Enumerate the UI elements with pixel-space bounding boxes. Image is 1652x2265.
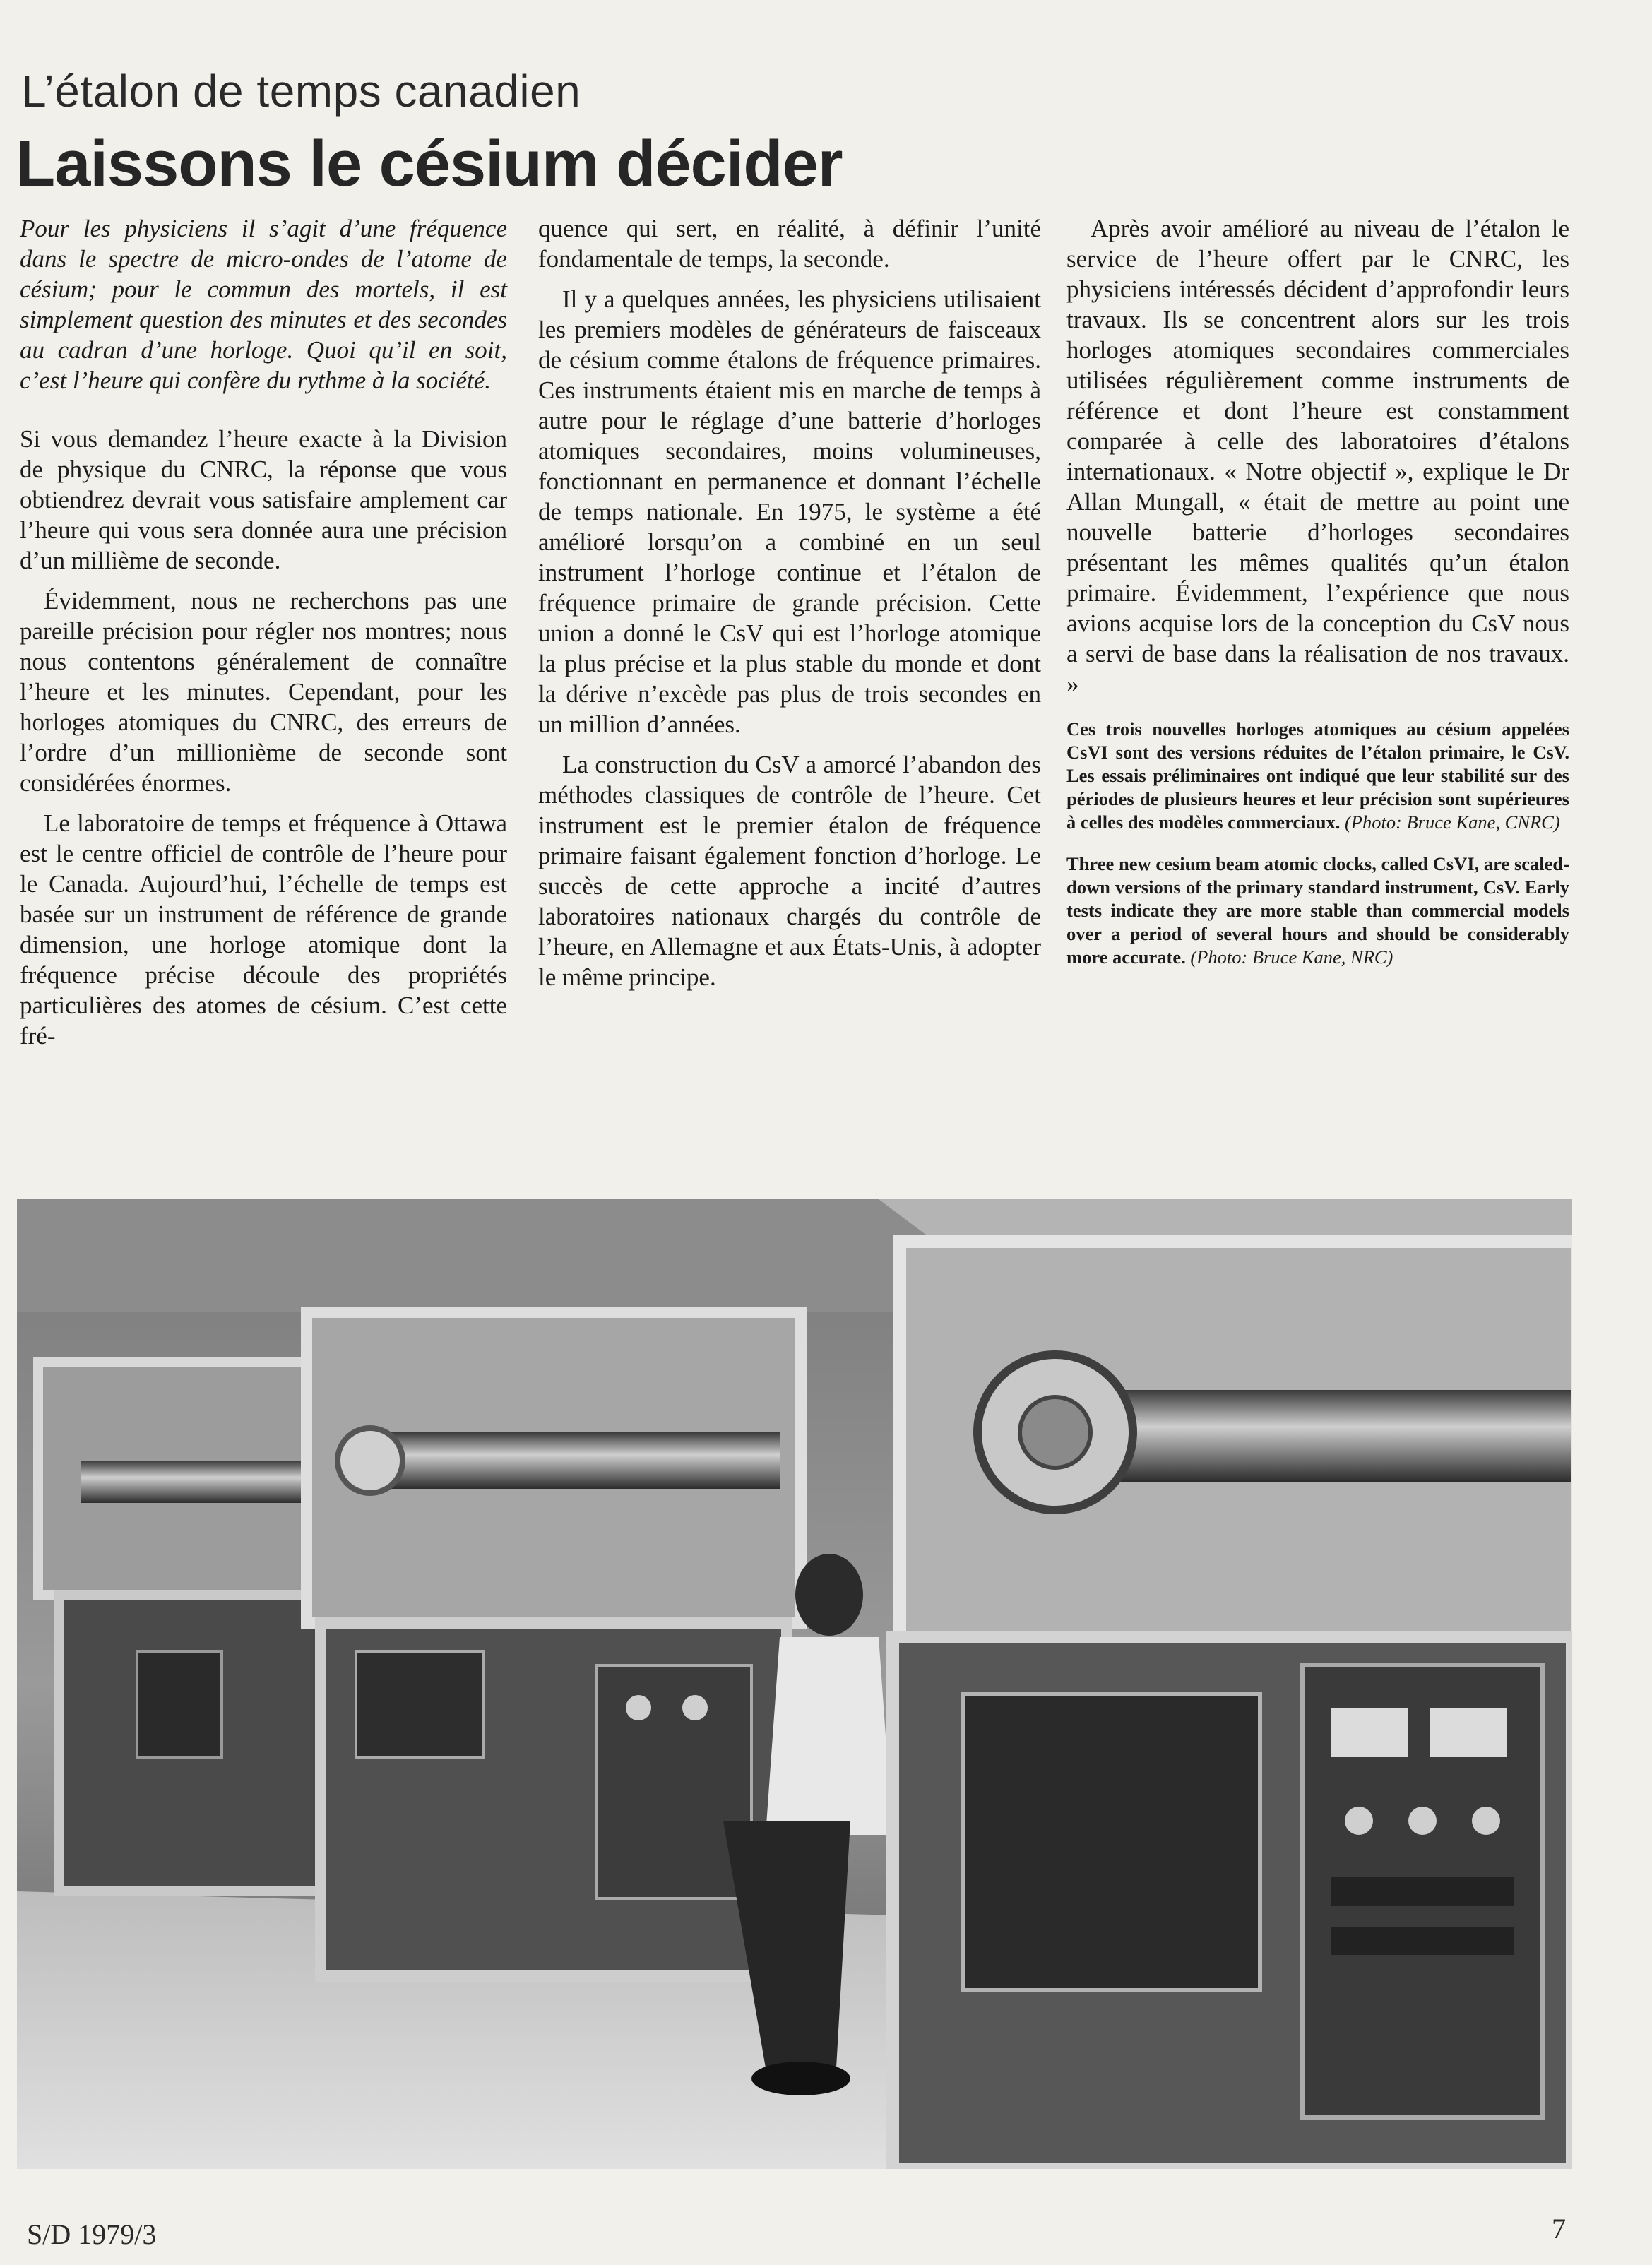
photo-caption-french xyxy=(1066,718,1569,834)
paragraph: Si vous demandez l’heure exacte à la Division de physique du CNRC, la réponse que vous obtiendrez devrait vous satisfaire amplement car l’heure qui vous sera donnée aura une précision d’un millième de seconde. xyxy=(20,425,507,574)
article-column-3 xyxy=(1066,213,1569,969)
kicker-title: L’étalon de temps canadien xyxy=(21,66,581,117)
atomic-clocks-illustration xyxy=(17,1199,1572,2169)
paragraph: Après avoir amélioré au niveau de l’étalon le service de l’heure offert par le CNRC, les physiciens intéressés décident d’approfondir leurs travaux. Ils se concentrent alors sur les trois horloges atomiques secondaires commerciales utilisées régulièrement comme instruments de référence et dont l’heure est constamment comparée à celle des laboratoires d’étalons internationaux. « Notre objectif », explique le Dr Allan Mungall, « était de mettre au point une nouvelle batterie d’horloges secondaires présentant les mêmes qualités qu’un étalon primaire. Évidemment, l’expérience que nous avions acquise lors de la conception du CsV nous a servi de base dans la réalisation de nos travaux. » xyxy=(1066,215,1569,698)
paragraph: Le laboratoire de temps et fréquence à Ottawa est le centre officiel de contrôle de l’heure pour le Canada. Aujourd’hui, l’échelle de temps est basée sur un instrument de référence de grande dimension, une horloge atomique dont la fréquence précise découle des propriétés particulières des atomes de césium. C’est cette fré- xyxy=(20,809,507,1050)
caption-text: Three new cesium beam atomic clocks, called CsVI, are scaled-down versions of the primary standard instrument, CsV. Early tests indicate they are more stable than commercial models over a period of several hours and should be considerably more accurate. xyxy=(1066,853,1569,968)
photo-credit: (Photo: Bruce Kane, NRC) xyxy=(1190,946,1393,968)
page-number: 7 xyxy=(1552,2213,1566,2245)
paragraph: Il y a quelques années, les physiciens utilisaient les premiers modèles de générateurs de faisceaux de césium comme étalons de fréquence primaires. Ces instruments étaient mis en marche de temps à autre pour le réglage d’une batterie d’horloges atomiques secondaires, moins volumineuses, fonctionnant en permanence et donnant l’échelle de temps nationale. En 1975, le système a été amélioré lorsqu’on a combiné en un seul instrument l’horloge continue et l’étalon de fréquence primaire de grande précision. Cette union a donné le CsV qui est l’horloge atomique la plus précise et la plus stable du monde et dont la dérive n’excède pas plus de trois secondes en un million d’années. xyxy=(538,285,1041,738)
paragraph: La construction du CsV a amorcé l’abandon des méthodes classiques de contrôle de l’heure. Cet instrument est le premier étalon de fréquence primaire faisant également fonction d’horloge. Le succès de cette approche a incité d’autres laboratoires nationaux chargés du contrôle de l’heure, en Allemagne et aux États-Unis, à adopter le même principe. xyxy=(538,751,1041,991)
issue-label: S/D 1979/3 xyxy=(27,2218,157,2250)
article-column-2 xyxy=(538,213,1041,992)
photo-caption-english xyxy=(1066,852,1569,969)
laboratory-photo xyxy=(17,1199,1572,2169)
paragraph: Évidemment, nous ne recherchons pas une pareille précision pour régler nos montres; nous nous contentons généralement de connaître l’heure et les minutes. Cependant, pour les horloges atomiques du CNRC, des erreurs de l’ordre d’un millionième de seconde sont considérées énormes. xyxy=(20,587,507,797)
lead-paragraph: Pour les physiciens il s’agit d’une fréquence dans le spectre de micro-ondes de l’atome de césium; pour le commun des mortels, il est simplement question des minutes et des secondes au cadran d’une horloge. Quoi qu’il en soit, c’est l’heure qui confère du rythme à la société. xyxy=(20,215,507,394)
photo-credit: (Photo: Bruce Kane, CNRC) xyxy=(1344,812,1560,833)
headline: Laissons le césium décider xyxy=(16,128,843,200)
article-column-1 xyxy=(20,213,507,1051)
caption-text: Ces trois nouvelles horloges atomiques au césium appelées CsVI sont des versions réduites de l’étalon primaire, le CsV. Les essais préliminaires ont indiqué que leur stabilité sur des périodes de plusieurs heures et leur précision sont supérieures à celles des modèles commerciaux. xyxy=(1066,718,1569,833)
paragraph: quence qui sert, en réalité, à définir l’unité fondamentale de temps, la seconde. xyxy=(538,215,1041,273)
